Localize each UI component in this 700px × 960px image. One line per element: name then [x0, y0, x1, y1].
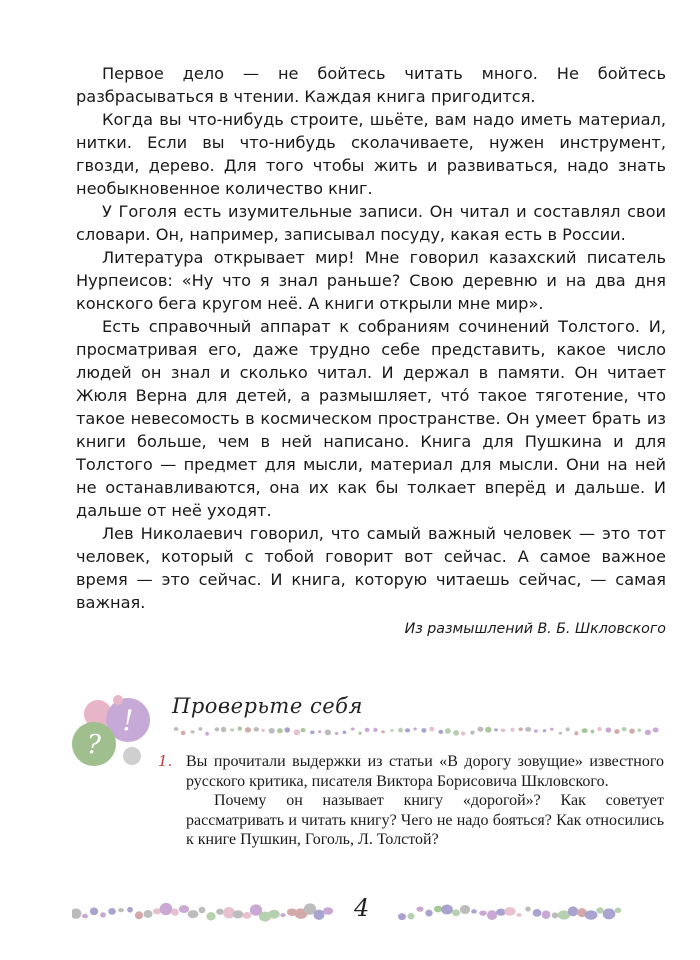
footer-dot [323, 907, 333, 915]
footer-decorative-dots [72, 900, 628, 926]
decorative-dot [550, 728, 554, 731]
article-body [76, 62, 666, 614]
decorative-dot [645, 730, 651, 735]
footer-dot [280, 913, 285, 917]
footer-dot [460, 905, 470, 914]
decorative-dot [230, 728, 234, 731]
decorative-dot [638, 728, 641, 732]
footer-dot [127, 907, 133, 913]
decorative-dot [215, 727, 220, 731]
footer-dot [615, 908, 622, 914]
decorative-dot [253, 727, 259, 732]
decorative-dot [574, 731, 578, 735]
decorative-dot [343, 730, 347, 734]
footer-dot [471, 909, 477, 913]
question-glyph: ? [87, 730, 101, 760]
decorative-dot [581, 728, 587, 733]
decorative-dot [477, 727, 483, 732]
decorative-dot [511, 728, 515, 732]
decorative-dot [525, 727, 531, 732]
decorative-dot [653, 728, 659, 733]
decorative-dot [405, 728, 410, 732]
decorative-dot [221, 727, 226, 733]
article-attribution: Из размышлений В. Б. Шкловского [404, 621, 666, 637]
decorative-dot [614, 729, 619, 734]
decorative-dots-divider [172, 726, 666, 736]
footer-dot [90, 908, 98, 916]
decorative-dot [543, 729, 546, 732]
footer-dot [452, 909, 460, 916]
check-yourself-title: Проверьте себя [172, 694, 363, 718]
decorative-dot [261, 729, 264, 732]
footer-dot [479, 910, 487, 915]
footer-dot [100, 912, 106, 917]
footer-dot [525, 906, 531, 911]
decorative-dot [238, 726, 242, 730]
footer-dot [216, 909, 224, 915]
footer-dot [118, 908, 124, 912]
footer-dot [160, 903, 173, 915]
footer-dot [143, 910, 152, 918]
decorative-dot [301, 728, 306, 732]
decorative-dot [453, 730, 459, 736]
decorative-dot [191, 730, 195, 733]
decorative-dot [310, 730, 314, 734]
decorative-dot [597, 727, 601, 731]
footer-dot [407, 913, 414, 919]
footer-dot [504, 907, 515, 916]
footer-dot [179, 905, 189, 913]
question-paragraph: Почему он называет книгу «дорогой»? Как советует рассматривать и читать книгу? Чего не надо бояться? Как относились к книге Пушкин, Гоголь, Л. Толстой? [186, 792, 664, 848]
footer-dot [135, 911, 143, 919]
decorative-dot [373, 728, 377, 732]
footer-dot [585, 910, 598, 919]
footer-dot [243, 912, 252, 919]
question-number: 1. [158, 752, 173, 770]
footer-dot [434, 906, 442, 913]
decorative-dot [198, 727, 202, 731]
decorative-dot [606, 727, 612, 732]
footer-dot [416, 907, 423, 912]
footer-dot [425, 910, 432, 917]
footer-dot [72, 908, 81, 918]
footer-dot [82, 914, 88, 919]
decorative-dot [351, 727, 355, 730]
decorative-dot [174, 727, 179, 731]
decorative-dot [438, 730, 443, 734]
decorative-dot [501, 728, 506, 732]
footer-dot [542, 910, 551, 919]
footer-dot [441, 905, 453, 915]
question-text [186, 752, 664, 850]
footer-dot [206, 912, 215, 920]
footer-dot [268, 910, 280, 919]
question-paragraph: Вы прочитали выдержки из статьи «В дорогу зовущие» известного русского критика, писателя Виктора Борисовича Шкловского. [186, 753, 664, 790]
footer-dot [568, 906, 578, 916]
decorative-dot [559, 732, 563, 735]
decorative-dot [461, 731, 466, 735]
article-paragraph: Есть справочный аппарат к собраниям сочинений Толстого. И, просматривая его, даже трудно себе представить, какое число людей он знал и сколько читал. И держал в памяти. Он читает Жюля Верна для детей, а размышляет, что́ такое тяготение, что такое невесомость в космическом пространстве. Он умеет брать из книги больше, чем в ней написано. Книга для Пушкина и для Толстого — предмет для мысли, материал для мысли. Они на ней не останавливаются, она их как бы толкает вперёд и дальше. И дальше от неё уходят. [76, 317, 666, 520]
footer-dot [171, 908, 179, 915]
decorative-dot [629, 729, 635, 734]
footer-dot [487, 910, 497, 920]
decorative-dot [181, 731, 186, 735]
decorative-dot [269, 728, 275, 734]
decorative-dot [358, 732, 361, 735]
footer-dot [398, 913, 406, 920]
decorative-dot [494, 728, 498, 731]
decorative-dot [277, 728, 283, 733]
decorative-dot [591, 730, 595, 734]
decorative-dot [421, 728, 426, 733]
grey-circle [123, 747, 141, 765]
decorative-dot [381, 730, 385, 733]
footer-dot [603, 908, 616, 919]
decorative-dot [413, 727, 416, 730]
article-paragraph: Первое дело — не бойтесь читать много. Не бойтесь разбрасываться в чтении. Каждая книга пригодится. [76, 64, 666, 106]
decorative-dot [622, 727, 627, 731]
decorative-dot [485, 727, 491, 733]
question-exclamation-icon [70, 692, 160, 772]
footer-dot [552, 912, 559, 918]
article-paragraph: Когда вы что-нибудь строите, шьёте, вам надо иметь материал, нитки. Если вы что-нибудь сколачиваете, нужен инструмент, гвозди, дерево. Для того чтобы жить и развиваться, надо знать необыкновенное количество книг. [76, 110, 666, 198]
decorative-dot [445, 728, 451, 734]
decorative-dot [566, 727, 570, 731]
article-paragraph: Литература открывает мир! Мне говорил казахский писатель Нурпеисов: «Ну что я знал раньше? Свою деревню и на два дня конского бега кругом неё. А книги открыли мне мир». [76, 248, 666, 313]
decorative-dot [518, 727, 522, 731]
decorative-dot [245, 727, 251, 733]
decorative-dot [294, 729, 300, 735]
exclamation-glyph: ! [122, 704, 134, 737]
decorative-dot [390, 729, 394, 732]
footer-dot [108, 908, 116, 915]
footer-dot [188, 910, 199, 918]
decorative-dot [365, 728, 370, 732]
footer-dot [596, 907, 603, 913]
decorative-dot [398, 728, 403, 733]
page-number: 4 [354, 894, 370, 922]
footer-dot [233, 910, 244, 918]
decorative-dot [335, 732, 339, 735]
decorative-dot [205, 732, 209, 736]
article-paragraph: У Гоголя есть изумительные записи. Он читал и составлял свои словари. Он, например, записывал посуду, какая есть в России. [76, 202, 666, 244]
footer-dot [516, 913, 521, 917]
article-paragraph: Лев Николаевич говорил, что самый важный человек — это тот человек, который с тобой говорит вот сейчас. А самое важное время — это сейчас. И книга, которую читаешь сейчас, — самая важная. [76, 524, 666, 612]
footer-dot [533, 909, 542, 917]
footer-dot [199, 907, 206, 913]
decorative-dot [429, 727, 434, 732]
decorative-dot [284, 727, 290, 732]
decorative-dot [470, 731, 474, 735]
decorative-dot [534, 729, 538, 732]
decorative-dot [318, 730, 321, 733]
decorative-dot [325, 729, 331, 735]
